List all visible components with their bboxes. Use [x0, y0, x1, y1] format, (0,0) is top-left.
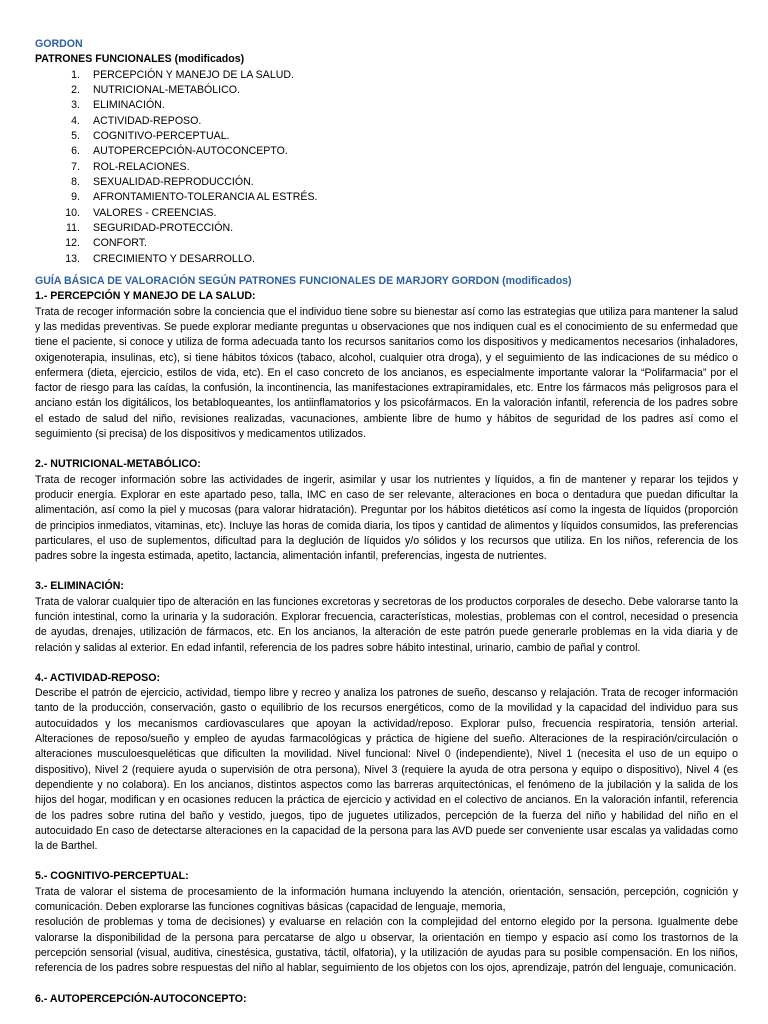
list-item-number: 6. — [71, 145, 80, 158]
list-item — [35, 175, 738, 190]
list-item — [35, 221, 738, 236]
list-item — [35, 114, 738, 129]
list-item-label: SEXUALIDAD-REPRODUCCIÓN. — [93, 176, 254, 188]
patterns-list-title: PATRONES FUNCIONALES (modificados) — [35, 53, 245, 66]
section-heading: 5.- COGNITIVO-PERCEPTUAL: — [35, 870, 189, 883]
list-item-label: SEGURIDAD-PROTECCIÓN. — [93, 222, 234, 235]
list-item-label: ACTIVIDAD-REPOSO. — [93, 114, 202, 127]
list-item — [35, 83, 738, 98]
patterns-list — [35, 68, 738, 267]
section-perception-health — [35, 289, 738, 442]
list-item-number: 9. — [71, 191, 80, 204]
section-activity-rest — [35, 671, 738, 855]
list-item-number: 5. — [71, 129, 80, 142]
section-body: Trata de recoger información sobre las actividades de ingerir, asimilar y usar los nutrientes y líquidos, a fin de mantener y reparar los tejidos y producir energía. Explorar en este apartado peso, talla, IMC en caso de ser relevante, alteraciones en boca o dentadura que puedan dificultar la alimentación, así como la piel y mucosas (para valorar hidratación). Preguntar por los hábitos dietéticos así como la ingesta de líquidos (proporción de principios inmediatos, vitaminas, etc). Incluye las horas de comida diaria, los tipos y cantidad de alimentos y líquidos consumidos, las preferencias particulares, el uso de suplementos, dificultad para la deglución de líquidos y/o sólidos y los recursos que utiliza. En los niños, referencia de los padres sobre la ingesta estimada, apetito, lactancia, alimentación infantil, preferencias, ingesta de nutrientes. — [35, 473, 738, 563]
list-item — [35, 206, 738, 221]
list-item — [35, 98, 738, 113]
section-cognitive-perceptual — [35, 869, 738, 976]
guide-title — [35, 274, 738, 289]
list-item — [35, 190, 738, 205]
list-item-label: AFRONTAMIENTO-TOLERANCIA AL ESTRÉS. — [93, 191, 318, 204]
list-item-label: AUTOPERCEPCIÓN-AUTOCONCEPTO. — [93, 145, 288, 158]
section-heading: 2.- NUTRICIONAL-METABÓLICO: — [35, 458, 201, 471]
document-brand: GORDON — [35, 38, 83, 50]
list-item-label: VALORES - CREENCIAS. — [93, 206, 217, 219]
list-item-label: PERCEPCIÓN Y MANEJO DE LA SALUD. — [93, 68, 294, 81]
list-item — [35, 68, 738, 83]
list-item-label: NUTRICIONAL-METABÓLICO. — [93, 83, 240, 96]
section-heading: 1.- PERCEPCIÓN Y MANEJO DE LA SALUD: — [35, 290, 256, 303]
section-heading: 6.- AUTOPERCEPCIÓN-AUTOCONCEPTO: — [35, 992, 247, 1005]
list-item-number: 2. — [71, 83, 80, 96]
list-item — [35, 252, 738, 267]
guide-title-text: GUÍA BÁSICA DE VALORACIÓN SEGÚN PATRONES FUNCIONALES DE MARJORY GORDON (modificados) — [35, 275, 572, 288]
section-body: Trata de recoger información sobre la conciencia que el individuo tiene sobre su bienestar así como las estrategias que utiliza para mantener la salud y las medidas preventivas. Se puede explorar mediante preguntas u observaciones que nos indiquen cual es el conocimiento de su enfermedad que tiene el paciente, si conoce y utiliza de forma adecuada tanto los recursos sanitarios como los dispositivos y medicamentos necesarios (inhaladores, oxigenoterapia, insulinas, etc), si tiene hábitos tóxicos (tabaco, alcohol, cualquier otra droga), y el seguimiento de las indicaciones de su médico o enfermera (dieta, ejercicio, estilos de vida, etc). En el caso concreto de los ancianos, es especialmente importante valorar la “Polifarmacia” por el factor de riesgo para las caídas, la confusión, la incontinencia, las manifestaciones extrapiramidales, etc. Entre los fármacos más peligrosos para el anciano están los digitálicos, los betabloqueantes, los antiinflamatorios y los psicofármacos. En la valoración infantil, referencia de los padres sobre el estado de salud del niño, revisiones realizadas, vacunaciones, ambiente libre de humo y hábitos de seguridad de los padres así como el seguimiento (si precisa) de los dispositivos y medicamentos utilizados. — [35, 305, 738, 441]
list-item-number: 10. — [65, 206, 80, 219]
section-body: Describe el patrón de ejercicio, actividad, tiempo libre y recreo y analiza los patrones de sueño, descanso y relajación. Trata de recoger información tanto de la producción, conservación, gasto o equilibrio de los recursos energéticos, como de la movilidad y la capacidad del individuo para sus autocuidados y los mecanismos cardiovasculares que apoyan la actividad/reposo. Explorar pulso, frecuencia respiratoria, tensión arterial. Alteraciones de reposo/sueño y empleo de ayudas farmacológicas y práctica de higiene del sueño. Alteraciones de la respiración/circulación o alteraciones musculoesqueléticas que dificulten la movilidad. Nivel funcional: Nivel 0 (independiente), Nivel 1 (necesita el uso de un equipo o dispositivo), Nivel 2 (requiere ayuda o supervisión de otra persona), Nivel 3 (requiere la ayuda de otra persona y equipo o dispositivo), Nivel 4 (es dependiente y no colabora). En los ancianos, distintos aspectos como las barreras arquitectónicas, el fenómeno de la jubilación y la salida de los hijos del hogar, modifican y en ocasiones reducen la práctica de ejercicio y actividad en el colectivo de ancianos. En la valoración infantil, referencia de los padres sobre rutina del baño y vestido, juegos, tipo de juguetes utilizados, percepción de la fuerza del niño y habilidad del niño en el autocuidado En caso de detectarse alteraciones en la capacidad de la persona para las AVD puede ser conveniente usar escalas ya validadas como la de Barthel. — [35, 687, 738, 853]
section-body-part-a: Trata de valorar el sistema de procesamiento de la información humana incluyendo la atención, orientación, sensación, percepción, cognición y comunicación. Deben explorarse las funciones cognitivas básicas (capacidad de lenguaje, memoria, — [35, 885, 738, 914]
section-self-perception — [35, 992, 738, 1007]
list-item-label: CRECIMIENTO Y DESARROLLO. — [93, 252, 255, 265]
list-item-number: 7. — [71, 160, 80, 173]
section-heading: 3.- ELIMINACIÓN: — [35, 580, 124, 593]
list-item-label: CONFORT. — [93, 237, 147, 250]
section-nutritional-metabolic — [35, 457, 738, 564]
list-item — [35, 236, 738, 251]
section-body-part-b: resolución de problemas y toma de decisiones) y evaluarse en relación con la complejidad del entorno elegido por la persona. Igualmente debe valorarse la disponibilidad de la persona para percatarse de algo u observar, la orientación en tiempo y espacio así como los trastornos de la percepción sensorial (visual, auditiva, cinestésica, gustativa, táctil, olfatoria), y la utilización de ayudas para su posible compensación. En los niños, referencia de los padres sobre respuestas del niño al hablar, seguimiento de los objetos con los ojos, aprendizaje, patrón del lenguaje, comunicación. — [35, 916, 738, 975]
list-item-label: ELIMINACIÓN. — [93, 99, 165, 112]
section-body: Trata de valorar cualquier tipo de alteración en las funciones excretoras y secretoras de los productos corporales de desecho. Debe valorarse tanto la función intestinal, como la urinaria y la sudoración. Explorar frecuencia, características, molestias, problemas con el control, necesidad o presencia de ayudas, drenajes, utilización de fármacos, etc. En los ancianos, la alteración de este patrón puede generarle problemas en la vida diaria y de relación y salidas al exterior. En edad infantil, referencia de los padres sobre hábito intestinal, urinario, cambio de pañal y control. — [35, 595, 738, 654]
list-item-number: 12. — [65, 237, 80, 250]
list-item — [35, 129, 738, 144]
list-item — [35, 160, 738, 175]
list-item-label: COGNITIVO-PERCEPTUAL. — [93, 129, 230, 142]
list-item-number: 13. — [65, 252, 80, 265]
list-item-number: 3. — [71, 99, 80, 112]
list-item-label: ROL-RELACIONES. — [93, 160, 190, 173]
list-item-number: 1. — [71, 68, 80, 81]
section-heading: 4.- ACTIVIDAD-REPOSO: — [35, 671, 160, 684]
list-item-number: 8. — [71, 176, 80, 188]
list-item-number: 4. — [71, 114, 80, 127]
list-item-number: 11. — [66, 222, 80, 235]
list-item — [35, 144, 738, 159]
section-elimination — [35, 579, 738, 655]
